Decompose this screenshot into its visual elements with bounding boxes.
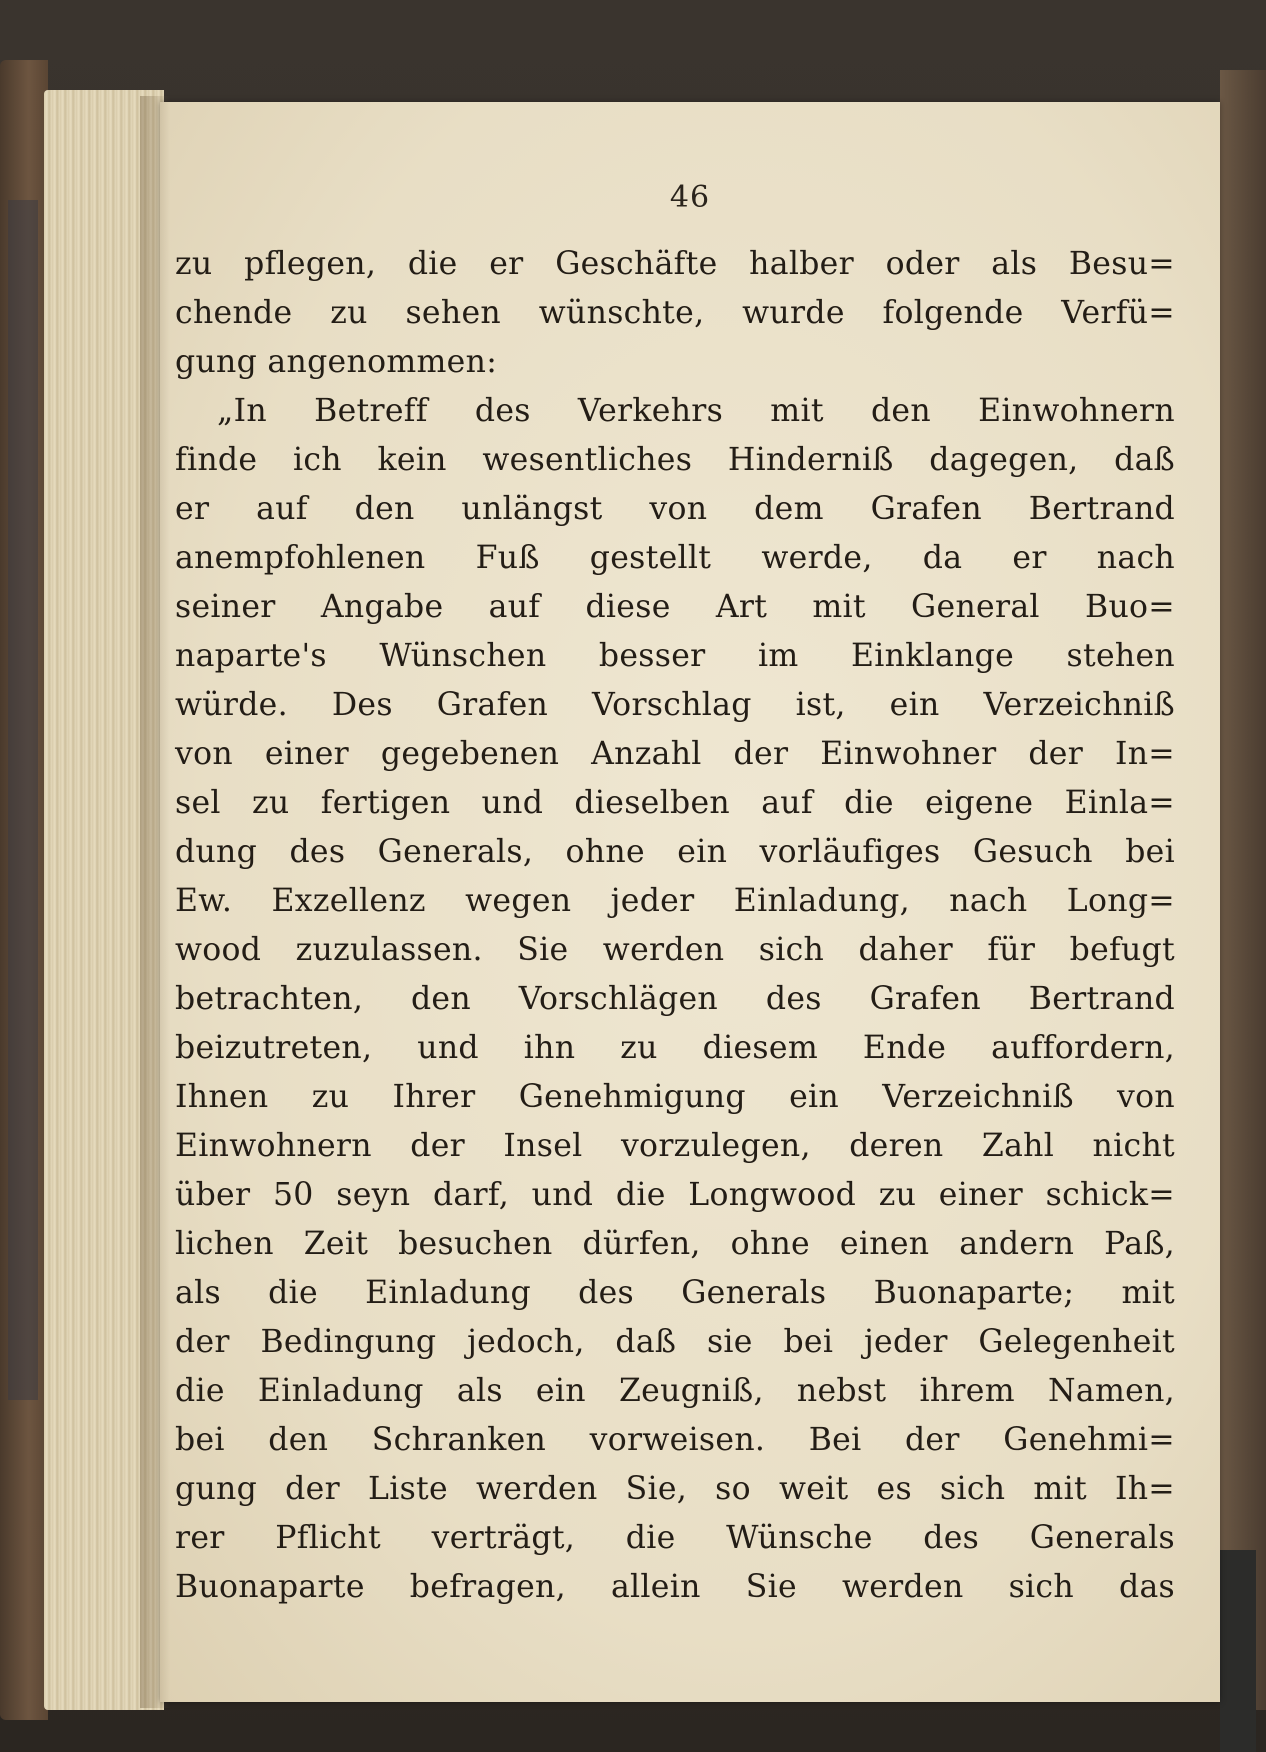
text-line: „In Betreff des Verkehrs mit den Einwohnern: [217, 393, 1175, 429]
text-line: wood zuzulassen. Sie werden sich daher für befugt: [175, 932, 1175, 968]
text-line: betrachten, den Vorschlägen des Grafen Bertrand: [175, 981, 1175, 1017]
text-line: finde ich kein wesentliches Hinderniß dagegen, daß: [175, 442, 1175, 478]
text-line: die Einladung als ein Zeugniß, nebst ihrem Namen,: [175, 1373, 1175, 1409]
text-line: er auf den unlängst von dem Grafen Bertrand: [175, 491, 1175, 527]
text-line: über 50 seyn darf, und die Longwood zu einer schick=: [175, 1177, 1175, 1213]
text-line: von einer gegebenen Anzahl der Einwohner der In=: [175, 736, 1175, 772]
text-line: dung des Generals, ohne ein vorläufiges Gesuch bei: [175, 834, 1175, 870]
text-line: naparte's Wünschen besser im Einklange stehen: [175, 638, 1175, 674]
text-line: beizutreten, und ihn zu diesem Ende auffordern,: [175, 1030, 1175, 1066]
text-line: zu pflegen, die er Geschäfte halber oder als Besu=: [175, 246, 1175, 282]
text-line: Buonaparte befragen, allein Sie werden sich das: [175, 1569, 1175, 1605]
text-line: rer Pflicht verträgt, die Wünsche des Generals: [175, 1520, 1175, 1556]
book-cover-left: [0, 60, 48, 1720]
text-line: würde. Des Grafen Vorschlag ist, ein Verzeichniß: [175, 687, 1175, 723]
text-line: gung angenommen:: [175, 344, 498, 380]
text-line: seiner Angabe auf diese Art mit General Buo=: [175, 589, 1175, 625]
text-line: bei den Schranken vorweisen. Bei der Genehmi=: [175, 1422, 1175, 1458]
text-line: Ew. Exzellenz wegen jeder Einladung, nach Long=: [175, 883, 1175, 919]
cover-corner: [1220, 1550, 1256, 1752]
text-line: sel zu fertigen und dieselben auf die eigene Einla=: [175, 785, 1175, 821]
text-line: chende zu sehen wünschte, wurde folgende Verfü=: [175, 295, 1175, 331]
text-line: Ihnen zu Ihrer Genehmigung ein Verzeichniß von: [175, 1079, 1175, 1115]
text-line: anempfohlenen Fuß gestellt werde, da er nach: [175, 540, 1175, 576]
cover-lining: [8, 200, 38, 1400]
text-line: lichen Zeit besuchen dürfen, ohne einen andern Paß,: [175, 1226, 1175, 1262]
text-line: der Bedingung jedoch, daß sie bei jeder Gelegenheit: [175, 1324, 1175, 1360]
book-cover-right: [1220, 70, 1266, 1710]
gutter-shadow: [140, 96, 170, 1708]
text-line: gung der Liste werden Sie, so weit es sich mit Ih=: [175, 1471, 1175, 1507]
text-line: Einwohnern der Insel vorzulegen, deren Zahl nicht: [175, 1128, 1175, 1164]
page-number: 46: [669, 180, 711, 215]
text-line: als die Einladung des Generals Buonaparte; mit: [175, 1275, 1175, 1311]
page-text: [175, 240, 1175, 1612]
